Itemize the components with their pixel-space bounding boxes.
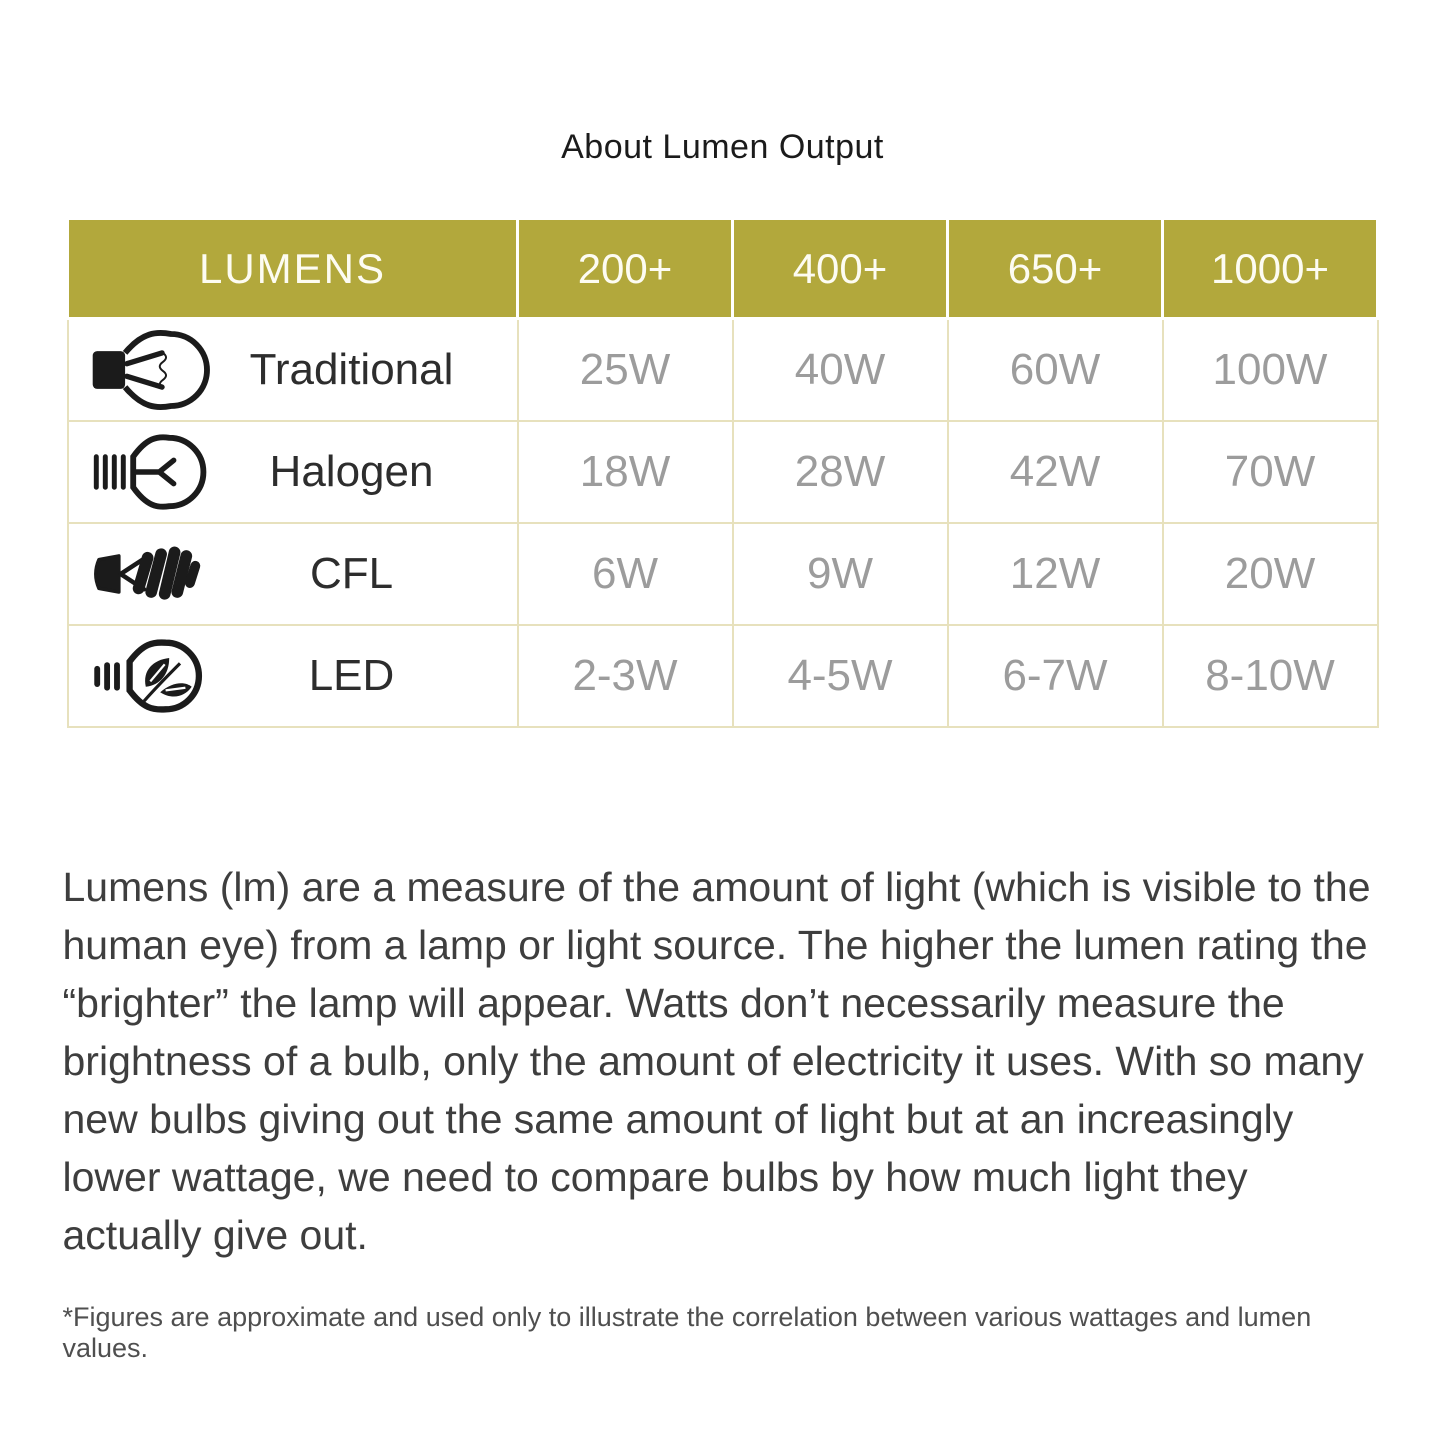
traditional-bulb-icon <box>89 328 217 412</box>
halogen-bulb-icon <box>89 430 217 514</box>
led-bulb-icon <box>89 634 217 718</box>
table-row-led <box>68 625 1378 727</box>
wattage-cell: 40W <box>733 319 948 421</box>
table-row-traditional <box>68 319 1378 421</box>
wattage-cell: 8-10W <box>1163 625 1378 727</box>
wattage-cell: 18W <box>518 421 733 523</box>
row-label-led: LED <box>308 650 395 700</box>
wattage-cell: 6-7W <box>948 625 1163 727</box>
lumen-comparison-table <box>66 217 1379 728</box>
table-row-cfl <box>68 523 1378 625</box>
header-cell-1000plus: 1000+ <box>1163 219 1378 319</box>
wattage-cell: 60W <box>948 319 1163 421</box>
row-label-cfl: CFL <box>309 548 394 598</box>
footnote-text: *Figures are approximate and used only to illustrate the correlation between various wattages and lumen values. <box>62 1301 1312 1363</box>
wattage-cell: 100W <box>1163 319 1378 421</box>
header-cell-650plus: 650+ <box>948 219 1163 319</box>
wattage-cell: 6W <box>518 523 733 625</box>
wattage-cell: 9W <box>733 523 948 625</box>
description-paragraph: Lumens (lm) are a measure of the amount of light (which is visible to the human eye) from a lamp or light source. The higher the lumen rating the “brighter” the lamp will appear. Watts don’t necessarily measure the brightness of a bulb, only the amount of electricity it uses. With so many new bulbs giving out the same amount of light but at an increasingly lower wattage, we need to compare bulbs by how much light they actually give out. <box>62 863 1371 1258</box>
bulb-type-cell <box>68 421 518 523</box>
wattage-cell: 2-3W <box>518 625 733 727</box>
header-cell-400plus: 400+ <box>733 219 948 319</box>
wattage-cell: 70W <box>1163 421 1378 523</box>
page-title: About Lumen Output <box>561 128 884 166</box>
wattage-cell: 28W <box>733 421 948 523</box>
wattage-cell: 12W <box>948 523 1163 625</box>
wattage-cell: 25W <box>518 319 733 421</box>
row-label-traditional: Traditional <box>249 344 454 394</box>
wattage-cell: 42W <box>948 421 1163 523</box>
bulb-type-cell <box>68 319 518 421</box>
header-cell-lumens: LUMENS <box>68 219 518 319</box>
bulb-type-cell <box>68 523 518 625</box>
wattage-cell: 20W <box>1163 523 1378 625</box>
wattage-cell: 4-5W <box>733 625 948 727</box>
table-header-row <box>68 219 1378 319</box>
row-label-halogen: Halogen <box>269 446 434 496</box>
bulb-type-cell <box>68 625 518 727</box>
cfl-bulb-icon <box>89 532 217 616</box>
header-cell-200plus: 200+ <box>518 219 733 319</box>
table-row-halogen <box>68 421 1378 523</box>
